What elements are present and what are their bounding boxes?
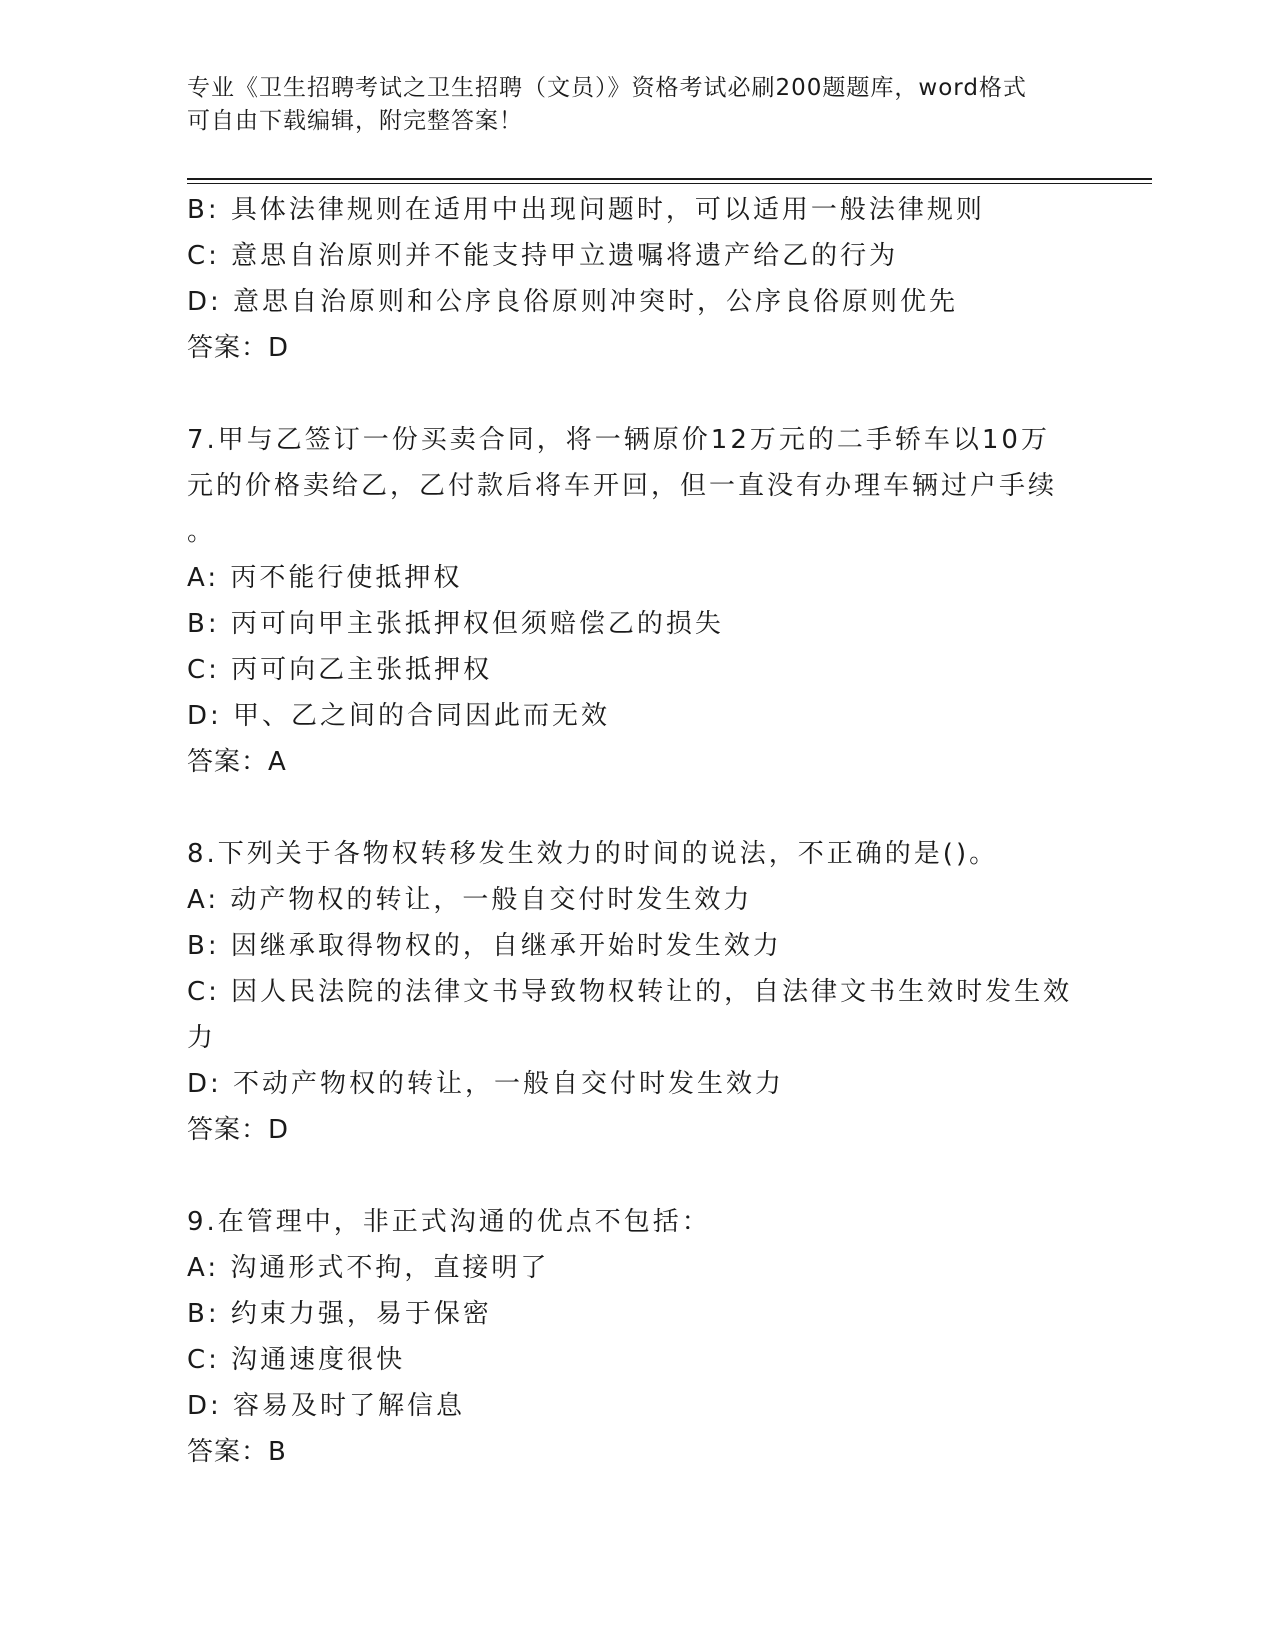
option-c: C: 因人民法院的法律文书导致物权转让的，自法律文书生效时发生效 [187,977,1073,1007]
spacer [187,371,1087,417]
answer: 答案：D [187,333,290,363]
option-c: C: 丙可向乙主张抵押权 [187,655,493,685]
option-d: D: 甲、乙之间的合同因此而无效 [187,701,611,731]
page-header [187,72,1087,138]
option-a: A: 丙不能行使抵押权 [187,563,463,593]
option-b: B: 约束力强，易于保密 [187,1299,492,1329]
option-a: A: 动产物权的转让，一般自交付时发生效力 [187,885,753,915]
option-d: D: 不动产物权的转让，一般自交付时发生效力 [187,1069,785,1099]
question-stem: 。 [187,517,217,547]
answer: 答案：D [187,1115,290,1145]
question-8 [187,831,1087,1153]
header-title-line-1: 专业《卫生招聘考试之卫生招聘（文员）》资格考试必刷200题题库，word格式 [187,75,1027,101]
header-divider-thin [187,183,1152,184]
option-c: C: 意思自治原则并不能支持甲立遗嘱将遗产给乙的行为 [187,241,899,271]
question-6-tail [187,187,1087,371]
question-stem: 元的价格卖给乙，乙付款后将车开回，但一直没有办理车辆过户手续 [187,471,1058,501]
option-b: B: 因继承取得物权的，自继承开始时发生效力 [187,931,782,961]
question-7 [187,417,1087,785]
question-stem: 8.下列关于各物权转移发生效力的时间的说法，不正确的是()。 [187,839,999,869]
answer: 答案：B [187,1437,287,1467]
answer: 答案：A [187,747,287,777]
question-stem: 9.在管理中，非正式沟通的优点不包括： [187,1207,711,1237]
option-d: D: 容易及时了解信息 [187,1391,466,1421]
option-b: B: 丙可向甲主张抵押权但须赔偿乙的损失 [187,609,724,639]
option-c: C: 沟通速度很快 [187,1345,406,1375]
option-a: A: 沟通形式不拘，直接明了 [187,1253,550,1283]
spacer [187,1153,1087,1199]
option-b: B: 具体法律规则在适用中出现问题时，可以适用一般法律规则 [187,195,985,225]
header-title-line-2: 可自由下载编辑，附完整答案！ [187,108,523,134]
spacer [187,785,1087,831]
question-9 [187,1199,1087,1475]
option-c-continued: 力 [187,1023,217,1053]
header-divider-thick [187,178,1152,180]
option-d: D: 意思自治原则和公序良俗原则冲突时，公序良俗原则优先 [187,287,959,317]
document-body [187,187,1087,1475]
question-stem: 7.甲与乙签订一份买卖合同，将一辆原价12万元的二手轿车以10万 [187,425,1050,455]
